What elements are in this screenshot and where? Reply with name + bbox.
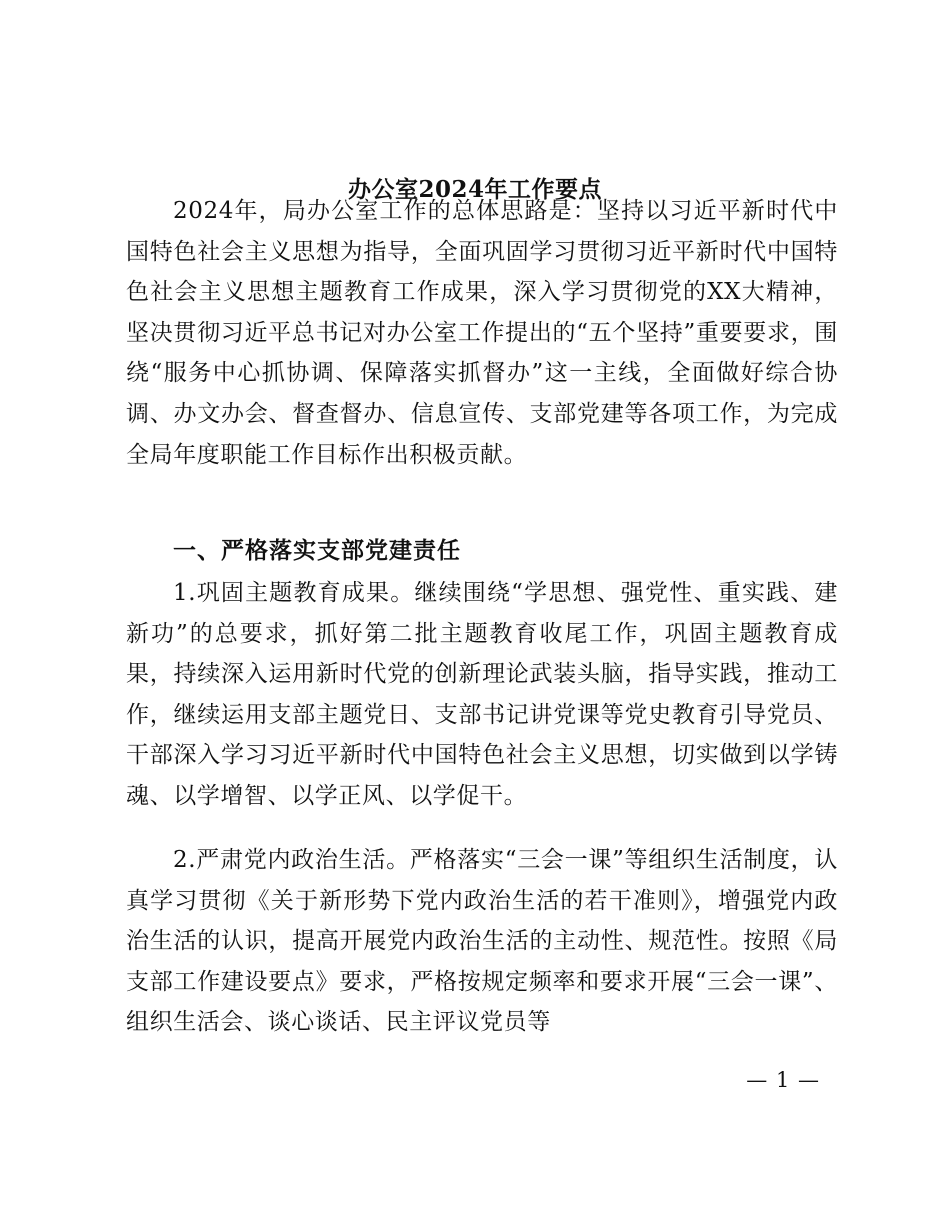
intro-paragraph: 2024年，局办公室工作的总体思路是：坚持以习近平新时代中国特色社会主义思想为指导，全面巩固学习贯彻习近平新时代中国特色社会主义思想主题教育工作成果，深入学习贯彻党的XX大精神，坚决贯彻习近平总书记对办公室工作提出的“五个坚持”重要要求，围绕“服务中心抓协调、保障落实抓督办”这一主线，全面做好综合协调、办文办会、督查督办、信息宣传、支部党建等各项工作，为完成全局年度职能工作目标作出积极贡献。 bbox=[126, 198, 838, 468]
page-number: — 1 — bbox=[746, 1068, 820, 1092]
section-heading: 一、严格落实支部党建责任 bbox=[173, 538, 461, 564]
item-1-paragraph: 1.巩固主题教育成果。继续围绕“学思想、强党性、重实践、建新功”的总要求，抓好第二批主题教育收尾工作，巩固主题教育成果，持续深入运用新时代党的创新理论武装头脑，指导实践，推动工作，继续运用支部主题党日、支部书记讲党课等党史教育引导党员、干部深入学习习近平新时代中国特色社会主义思想，切实做到以学铸魂、以学增智、以学正风、以学促干。 bbox=[126, 580, 838, 809]
item-2-paragraph: 2.严肃党内政治生活。严格落实“三会一课”等组织生活制度，认真学习贯彻《关于新形势下党内政治生活的若干准则》，增强党内政治生活的认识，提高开展党内政治生活的主动性、规范性。按照《局支部工作建设要点》要求，严格按规定频率和要求开展“三会一课”、组织生活会、谈心谈话、民主评议党员等 bbox=[126, 847, 838, 1036]
document-title: 办公室2024年工作要点 bbox=[347, 176, 602, 203]
